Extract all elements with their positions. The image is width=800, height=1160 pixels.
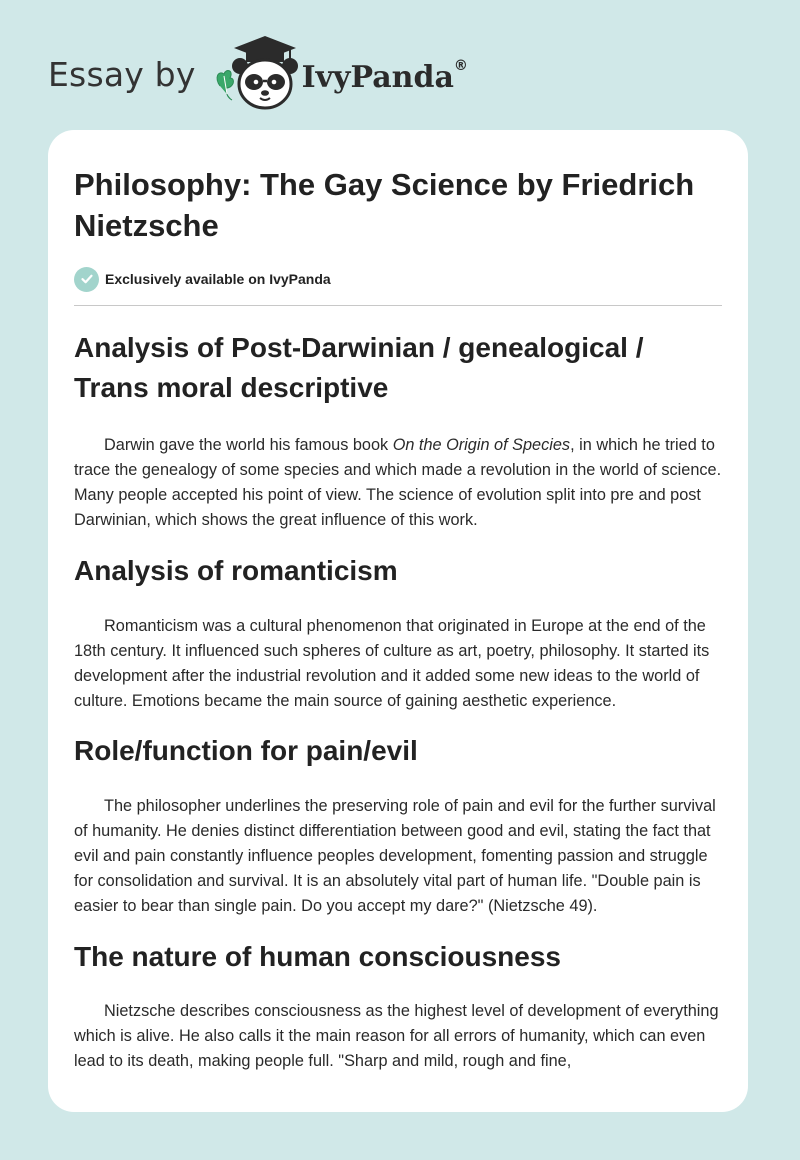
section-romanticism: [74, 551, 722, 714]
section-human-consciousness: [74, 937, 722, 1074]
exclusive-badge-row: [74, 266, 722, 292]
panda-graduate-icon: [210, 34, 300, 114]
essay-by-label: Essay by: [48, 54, 196, 94]
section-post-darwinian: [74, 328, 722, 533]
essay-card: [48, 130, 748, 1112]
exclusive-label: Exclusively available on IvyPanda: [105, 271, 331, 287]
section-paragraph: Nietzsche describes consciousness as the highest level of development of everything which is alive. He also calls it the main reason for all errors of humanity, which can even lead to its death, making people full. "Sharp and mild, rough and fine,: [74, 1002, 719, 1070]
section-heading: The nature of human consciousness: [74, 941, 561, 972]
checkmark-icon: [74, 267, 99, 292]
section-paragraph: Romanticism was a cultural phenomenon that originated in Europe at the end of the 18th century. It influenced such spheres of culture as art, poetry, philosophy. It started its development after the industrial revolution and it added some new ideas to the world of culture. Emotions became the main source of gaining aesthetic experience.: [74, 617, 710, 710]
section-pain-evil: [74, 731, 722, 919]
page-title: Philosophy: The Gay Science by Friedrich Nietzsche: [74, 167, 695, 243]
ivypanda-logo[interactable]: [210, 34, 468, 114]
book-title: On the Origin of Species: [392, 436, 571, 454]
section-heading: Analysis of Post-Darwinian / genealogical / Trans moral descriptive: [74, 332, 644, 403]
section-heading: Analysis of romanticism: [74, 555, 398, 586]
section-paragraph: The philosopher underlines the preserving role of pain and evil for the further survival of humanity. He denies distinct differentiation between good and evil, stating the fact that evil and pain constantly influence peoples development, fomenting passion and struggle for consolidation and survival. It is an absolutely vital part of human life. "Double pain is easier to bear than single pain. Do you accept my dare?" (Nietzsche 49).: [74, 797, 716, 915]
divider: [74, 305, 722, 306]
registered-mark: ®: [453, 57, 468, 74]
section-paragraph: Darwin gave the world his famous book On the Origin of Species, in which he tried to trace the genealogy of some species and which made a revolution in the world of science. Many people accepted his point of view. The science of evolution split into pre and post Darwinian, which shows the great influence of this work.: [74, 436, 722, 529]
section-heading: Role/function for pain/evil: [74, 735, 418, 766]
logo-wordmark: IvyPanda®: [301, 57, 468, 95]
brand-header: [48, 34, 468, 114]
